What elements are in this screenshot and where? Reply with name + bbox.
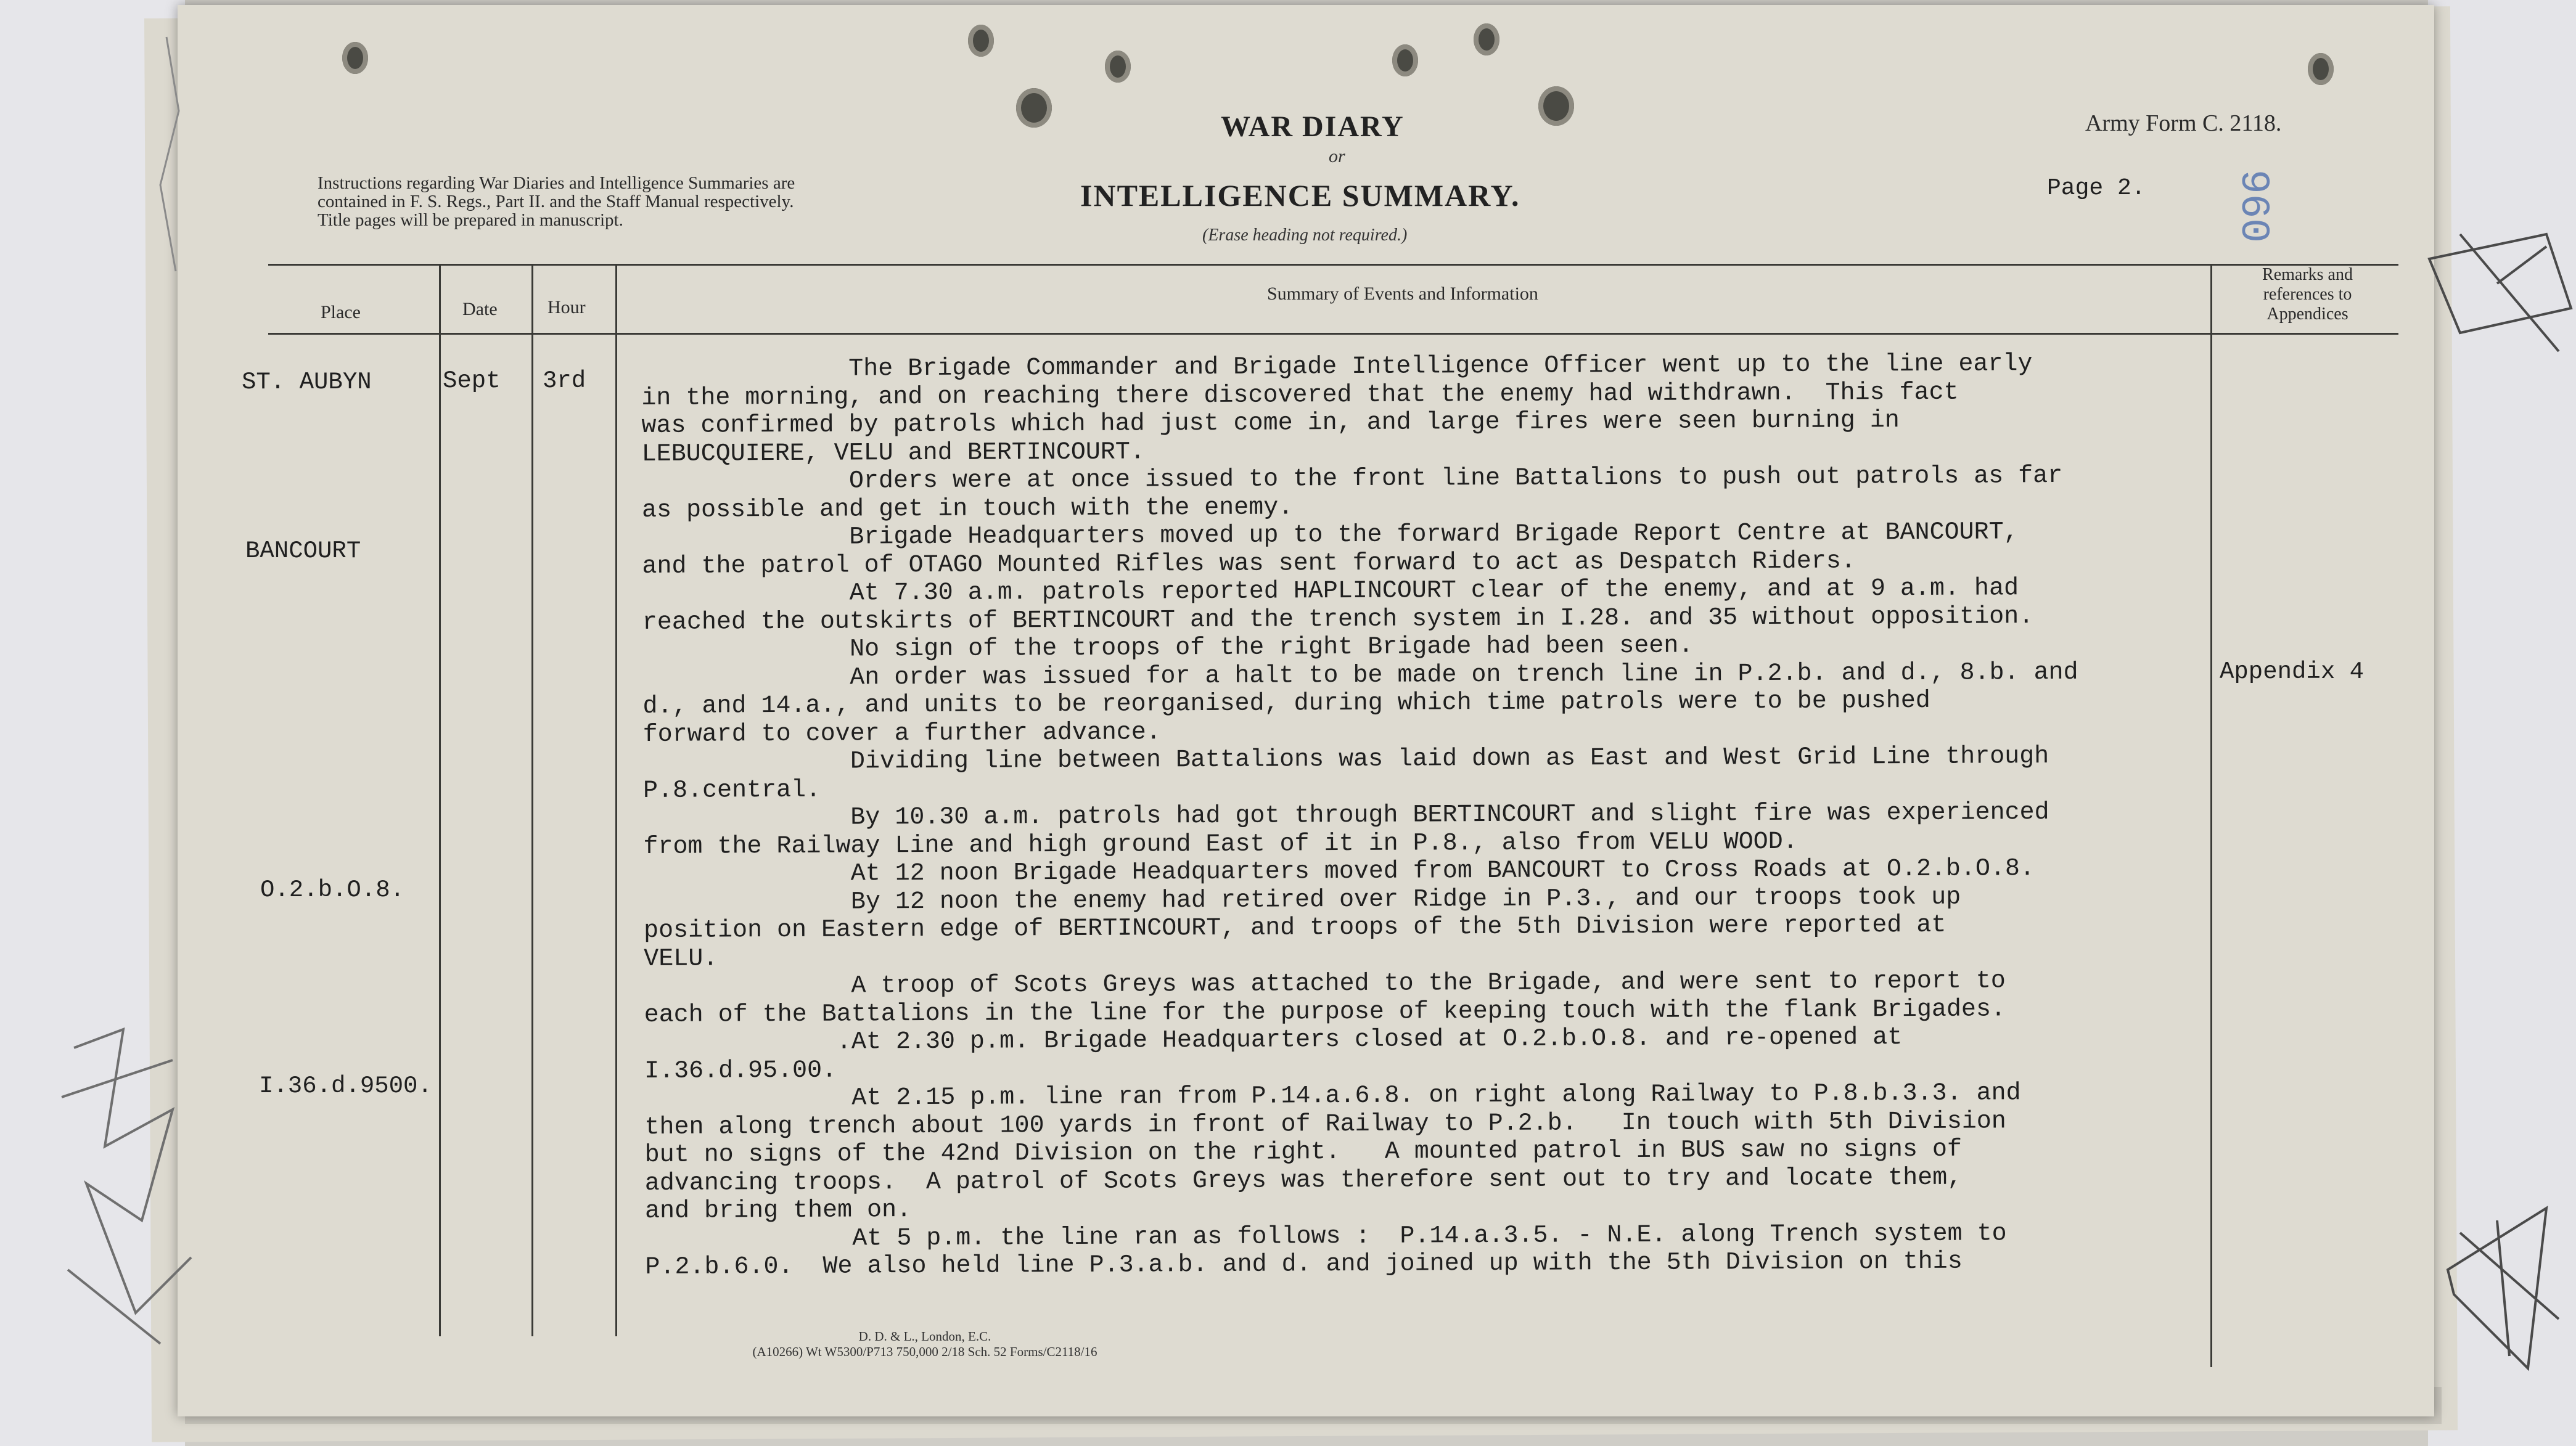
narrative-line: reached the outskirts of BERTINCOURT and the trench system in I.28. and 35 without opposition.	[642, 602, 2034, 637]
printer-line-1: D. D. & L., London, E.C.	[858, 1329, 991, 1344]
page-number: Page 2.	[2047, 175, 2146, 202]
narrative-line: d., and 14.a., and units to be reorganised, during which time patrols were to be pushed	[642, 687, 1930, 721]
narrative-line: advancing troops. A patrol of Scots Greys was therefore sent out to try and locate them,	[644, 1164, 1963, 1198]
punch-hole	[1016, 88, 1052, 128]
narrative-line: position on Eastern edge of BERTINCOURT, and troops of the 5th Division were reported at	[643, 911, 1946, 945]
narrative-line: Dividing line between Battalions was laid down as East and West Grid Line through	[642, 743, 2049, 777]
narrative-line: A troop of Scots Greys was attached to the Brigade, and were sent to report to	[644, 967, 2006, 1001]
col-rule-date-hour	[531, 264, 533, 1336]
punch-hole	[2308, 53, 2334, 85]
remarks-appendix: Appendix 4	[2220, 658, 2365, 685]
punch-hole	[1474, 23, 1499, 55]
army-form-number: Army Form C. 2118.	[2085, 110, 2282, 136]
pencil-scribble-right-bottom	[2435, 1196, 2576, 1381]
printer-imprint	[691, 1329, 1159, 1360]
narrative-line: At 12 noon Brigade Headquarters moved from BANCOURT to Cross Roads at O.2.b.O.8.	[643, 855, 2035, 889]
narrative-line: No sign of the troops of the right Brigade had been seen.	[642, 632, 1694, 664]
col-header-summary: Summary of Events and Information	[1267, 284, 1538, 304]
narrative-line: but no signs of the 42nd Division on the right. A mounted patrol in BUS saw no signs of	[644, 1135, 1963, 1169]
narrative-line: An order was issued for a halt to be made on trench line in P.2.b. and d., 8.b. and	[642, 658, 2078, 693]
narrative-line: each of the Battalions in the line for the purpose of keeping touch with the flank Brigades.	[644, 995, 2006, 1029]
narrative-line: from the Railway Line and high ground East of it in P.8., also from VELU WOOD.	[643, 828, 1798, 861]
place-st-aubyn: ST. AUBYN	[242, 369, 372, 396]
pencil-scribble-left-top	[117, 25, 185, 284]
narrative-line: P.8.central.	[642, 776, 821, 805]
stamp-number: 960	[2230, 170, 2276, 243]
narrative-line: as possible and get in touch with the enemy.	[641, 493, 1294, 525]
pencil-scribble-right-top	[2423, 210, 2576, 370]
narrative-line: .At 2.30 p.m. Brigade Headquarters closed at O.2.b.O.8. and re-opened at	[644, 1024, 1903, 1057]
place-bancourt: BANCOURT	[245, 537, 361, 565]
instructions-text: Instructions regarding War Diaries and Intelligence Summaries are contained in F. S. Regs., Part II. and the Staff Manual respectively. Title pages will be prepared in manuscript.	[318, 173, 795, 230]
punch-hole	[1392, 44, 1418, 76]
table-header-rule	[268, 333, 2398, 335]
punch-hole	[968, 25, 994, 57]
pencil-scribble-left	[49, 1023, 222, 1368]
narrative	[641, 350, 2081, 1282]
printer-line-2: (A10266) Wt W5300/P713 750,000 2/18 Sch. 52 Forms/C2118/16	[752, 1344, 1097, 1359]
entry-date: Sept	[443, 367, 501, 394]
narrative-line: in the morning, and on reaching there discovered that the enemy had withdrawn. This fact	[641, 378, 1959, 412]
narrative-line: At 2.15 p.m. line ran from P.14.a.6.8. on right along Railway to P.8.b.3.3. and	[644, 1079, 2021, 1113]
narrative-line: and the patrol of OTAGO Mounted Rifles was sent forward to act as Despatch Riders.	[642, 547, 1856, 581]
punch-hole	[1105, 51, 1131, 83]
col-rule-place-date	[439, 264, 441, 1336]
place-grid-ref-1: O.2.b.O.8.	[260, 876, 405, 904]
form-or: or	[1329, 146, 1345, 166]
form-erase-note: (Erase heading not required.)	[1202, 226, 1408, 245]
narrative-line: By 10.30 a.m. patrols had got through BERTINCOURT and slight fire was experienced	[643, 799, 2049, 833]
narrative-line: VELU.	[644, 944, 718, 973]
table-top-rule	[268, 264, 2398, 266]
narrative-line: forward to cover a further advance.	[642, 718, 1161, 749]
col-header-remarks: Remarks and references to Appendices	[2262, 265, 2353, 324]
col-rule-hour-summary	[615, 264, 617, 1336]
col-header-hour: Hour	[548, 297, 586, 317]
entry-hour: 3rd	[543, 367, 586, 394]
punch-hole	[342, 42, 368, 74]
form-title: WAR DIARY	[1221, 110, 1405, 143]
form-subtitle: INTELLIGENCE SUMMARY.	[1080, 178, 1520, 213]
narrative-line: then along trench about 100 yards in front of Railway to P.2.b. In touch with 5th Division	[644, 1107, 2006, 1142]
col-header-place: Place	[321, 302, 361, 322]
narrative-line: Brigade Headquarters moved up to the forward Brigade Report Centre at BANCOURT,	[642, 518, 2019, 552]
narrative-line: By 12 noon the enemy had retired over Ridge in P.3., and our troops took up	[643, 883, 1961, 917]
narrative-line: At 5 p.m. the line ran as follows : P.14.a.3.5. - N.E. along Trench system to	[645, 1219, 2007, 1254]
col-header-date: Date	[462, 299, 498, 319]
narrative-line: At 7.30 a.m. patrols reported HAPLINCOURT clear of the enemy, and at 9 a.m. had	[642, 574, 2019, 608]
narrative-line: LEBUCQUIERE, VELU and BERTINCOURT.	[641, 438, 1145, 468]
narrative-line: The Brigade Commander and Brigade Intelligence Officer went up to the line early	[641, 350, 2033, 384]
punch-hole	[1538, 86, 1574, 126]
narrative-line: was confirmed by patrols which had just come in, and large fires were seen burning in	[641, 407, 1900, 440]
narrative-line: I.36.d.95.00.	[644, 1056, 837, 1085]
narrative-line: Orders were at once issued to the front line Battalions to push out patrols as far	[641, 462, 2063, 496]
narrative-line: and bring them on.	[644, 1196, 912, 1225]
place-grid-ref-2: I.36.d.9500.	[259, 1072, 432, 1100]
col-rule-summary-remarks	[2210, 264, 2212, 1367]
narrative-line: P.2.b.6.0. We also held line P.3.a.b. and d. and joined up with the 5th Division on this	[645, 1248, 1963, 1281]
